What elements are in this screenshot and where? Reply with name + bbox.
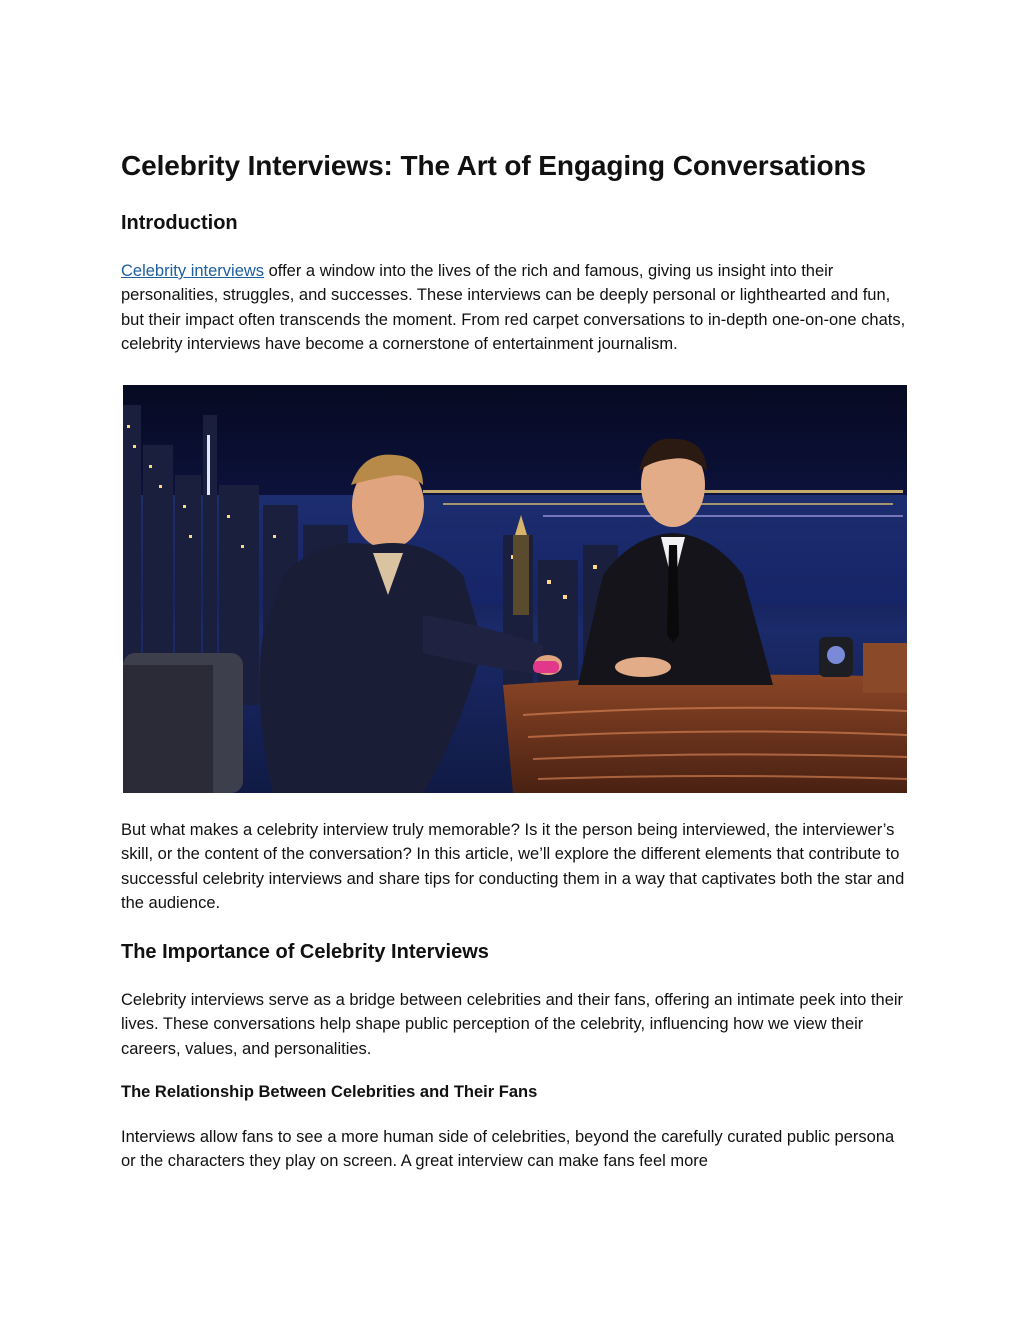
- paragraph-what-makes-memorable: But what makes a celebrity interview truly memorable? Is it the person being interviewed, the interviewer’s skill, or the content of the conversation? In this article, we’ll explore the different elements that contribute to successful celebrity interviews and share tips for conducting them in a way that captivates both the star and the audience.: [121, 821, 905, 913]
- paragraph-importance: Celebrity interviews serve as a bridge between celebrities and their fans, offering an intimate peek into their lives. These conversations help shape public perception of the celebrity, influencing how we view their careers, values, and personalities.: [121, 991, 904, 1058]
- celebrity-interviews-link[interactable]: Celebrity interviews: [121, 262, 265, 280]
- article-title: Celebrity Interviews: The Art of Engaging Conversations: [121, 150, 866, 181]
- talk-show-photo: [123, 385, 907, 793]
- intro-heading: Introduction: [121, 212, 238, 234]
- paragraph-relationship: Interviews allow fans to see a more human side of celebrities, beyond the carefully curated public persona or the characters they play on screen. A great interview can make fans feel more: [121, 1128, 895, 1171]
- relationship-heading: The Relationship Between Celebrities and Their Fans: [121, 1083, 538, 1101]
- intro-paragraph: [121, 259, 911, 357]
- importance-heading: The Importance of Celebrity Interviews: [121, 941, 489, 963]
- intro-paragraph-text: offer a window into the lives of the rich and famous, giving us insight into their personalities, struggles, and successes. These interviews can be deeply personal or lighthearted and fun, but their impact often transcends the moment. From red carpet conversations to in-depth one-on-one chats, celebrity interviews have become a cornerstone of entertainment journalism.: [121, 262, 906, 354]
